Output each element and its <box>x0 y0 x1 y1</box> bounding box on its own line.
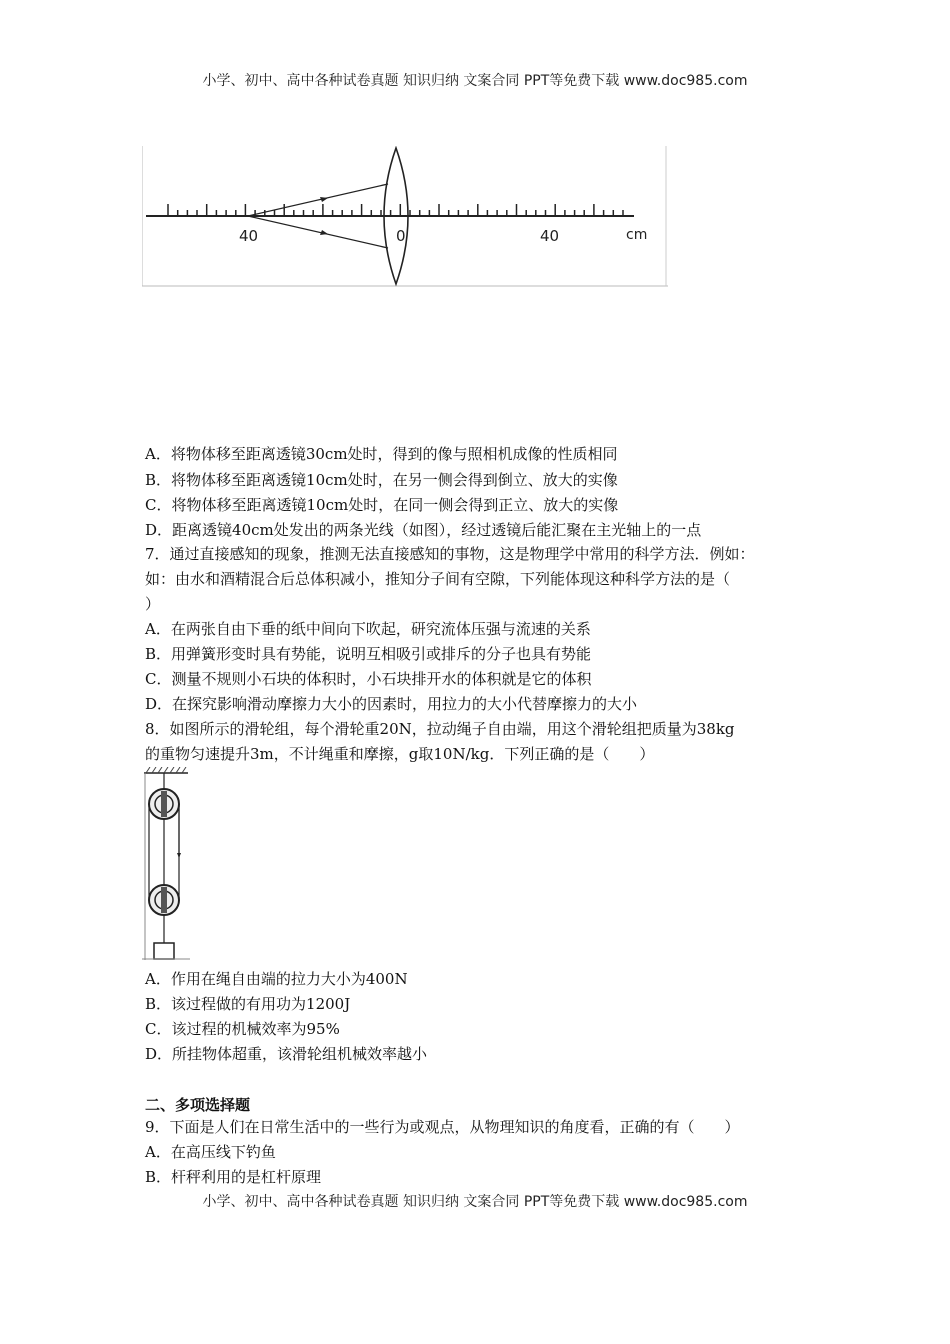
q7-stem-line2: 如：由水和酒精混合后总体积减小，推知分子间有空隙，下列能体现这种科学方法的是（ <box>145 570 731 588</box>
q6-option-c: C．将物体移至距离透镜10cm处时，在同一侧会得到正立、放大的实像 <box>145 496 619 514</box>
page-header: 小学、初中、高中各种试卷真题 知识归纳 文案合同 PPT等免费下载 www.doc985.com <box>202 73 748 89</box>
q8-stem-line1: 8．如图所示的滑轮组，每个滑轮重20N，拉动绳子自由端，用这个滑轮组把质量为38kg <box>145 720 735 738</box>
weight-block <box>154 943 174 959</box>
q8-option-d: D．所挂物体超重，该滑轮组机械效率越小 <box>145 1045 428 1063</box>
label-unit: cm <box>626 227 648 243</box>
q8-option-c: C．该过程的机械效率为95% <box>145 1020 340 1038</box>
label-right-40: 40 <box>540 227 560 245</box>
q8-option-a: A．作用在绳自由端的拉力大小为400N <box>145 970 408 988</box>
q8-option-b: B．该过程做的有用功为1200J <box>145 995 351 1013</box>
pulley-system-figure <box>142 767 192 960</box>
q9-stem: 9．下面是人们在日常生活中的一些行为或观点，从物理知识的角度看，正确的有（ ） <box>145 1118 740 1136</box>
label-zero: 0 <box>396 227 406 245</box>
q7-option-d: D．在探究影响滑动摩擦力大小的因素时，用拉力的大小代替摩擦力的大小 <box>145 695 638 713</box>
section-title-multiple-choice: 二、多项选择题 <box>145 1096 251 1114</box>
lens-ray-diagram <box>142 146 668 288</box>
q6-option-b: B．将物体移至距离透镜10cm处时，在另一侧会得到倒立、放大的实像 <box>145 471 618 489</box>
page-footer: 小学、初中、高中各种试卷真题 知识归纳 文案合同 PPT等免费下载 www.doc985.com <box>202 1194 748 1210</box>
q7-stem-line3: ） <box>145 595 161 613</box>
q6-option-a: A．将物体移至距离透镜30cm处时，得到的像与照相机成像的性质相同 <box>145 445 618 463</box>
q9-option-b: B．杆秤利用的是杠杆原理 <box>145 1168 322 1186</box>
q6-option-d: D．距离透镜40cm处发出的两条光线（如图），经过透镜后能汇聚在主光轴上的一点 <box>145 521 702 539</box>
q7-option-a: A．在两张自由下垂的纸中间向下吹起，研究流体压强与流速的关系 <box>145 620 591 638</box>
ray-lower <box>248 216 388 248</box>
q8-stem-line2: 的重物匀速提升3m，不计绳重和摩擦，g取10N/kg．下列正确的是（ ） <box>145 745 655 763</box>
q7-stem-line1: 7．通过直接感知的现象，推测无法直接感知的事物，这是物理学中常用的科学方法．例如： <box>145 545 755 563</box>
label-left-40: 40 <box>239 227 259 245</box>
q7-option-c: C．测量不规则小石块的体积时，小石块排开水的体积就是它的体积 <box>145 670 592 688</box>
ray-upper <box>248 184 388 216</box>
q7-option-b: B．用弹簧形变时具有势能，说明互相吸引或排斥的分子也具有势能 <box>145 645 592 663</box>
ruler-ticks <box>168 204 623 216</box>
q9-option-a: A．在高压线下钓鱼 <box>145 1143 276 1161</box>
